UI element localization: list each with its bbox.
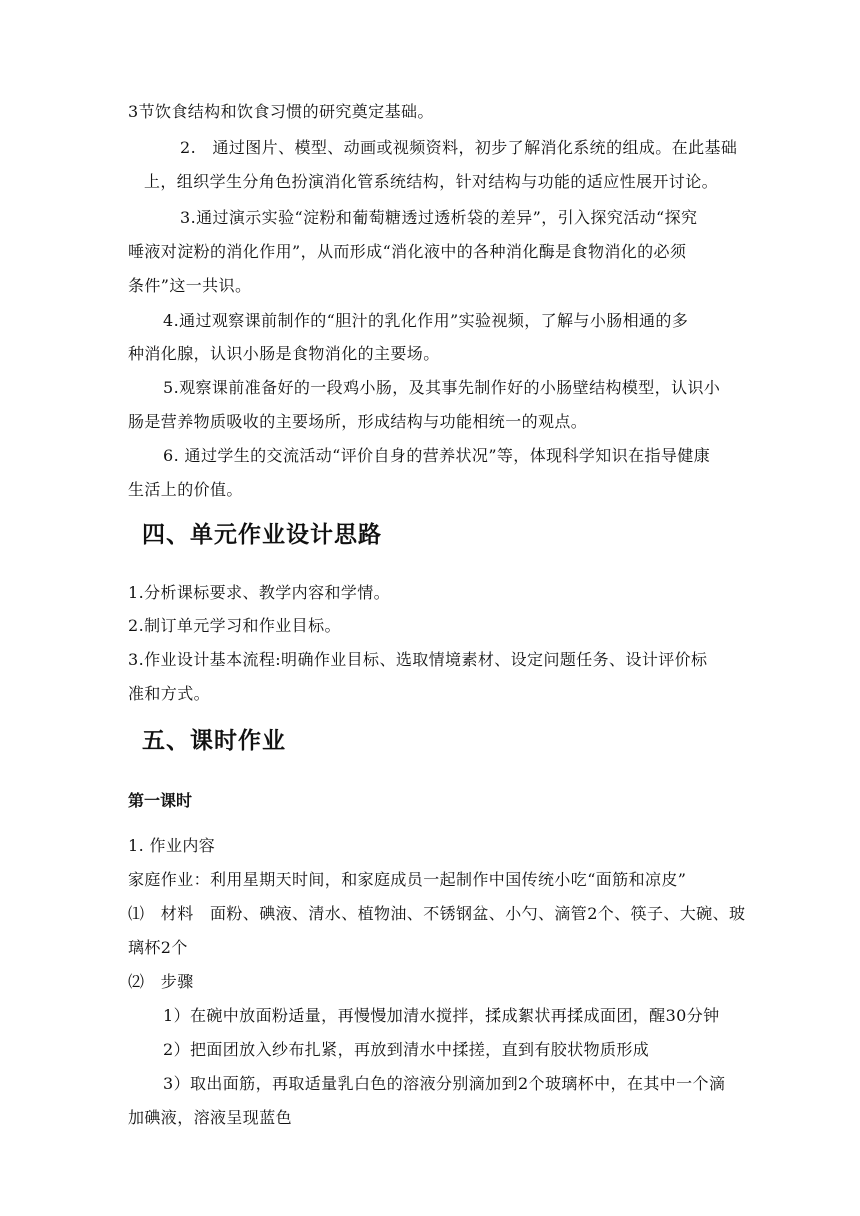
strategy-2-line-1: 2. 通过图片、模型、动画或视频资料，初步了解消化系统的组成。在此基础 <box>180 138 738 157</box>
intro-tail-line: 3节饮食结构和饮食习惯的研究奠定基础。 <box>128 102 434 121</box>
strategy-4-line-2: 种消化腺，认识小肠是食物消化的主要场。 <box>128 344 440 363</box>
section-4-heading: 四、单元作业设计思路 <box>142 522 382 548</box>
section-4-item-3-cont: 准和方式。 <box>128 684 211 703</box>
section-4-item-3: 3.作业设计基本流程:明确作业目标、选取情境素材、设定问题任务、设计评价标 <box>128 650 708 669</box>
steps-heading: ⑵ 步骤 <box>128 972 194 991</box>
strategy-6-line-2: 生活上的价值。 <box>128 480 243 499</box>
strategy-5-line-1: 5.观察课前准备好的一段鸡小肠，及其事先制作好的小肠壁结构模型，认识小 <box>163 378 721 397</box>
materials-line-1: ⑴ 材料 面粉、碘液、清水、植物油、不锈钢盆、小勺、滴管2个、筷子、大碗、玻 <box>128 904 746 923</box>
strategy-3-line-3: 条件”这一共识。 <box>128 276 252 295</box>
section-5-heading: 五、课时作业 <box>142 728 286 754</box>
section-4-item-1: 1.分析课标要求、教学内容和学情。 <box>128 583 391 602</box>
step-2: 2）把面团放入纱布扎紧，再放到清水中揉搓，直到有胶状物质形成 <box>163 1040 650 1059</box>
step-3-line-2: 加碘液，溶液呈现蓝色 <box>128 1108 293 1127</box>
section-4-item-2: 2.制订单元学习和作业目标。 <box>128 616 341 635</box>
strategy-6-line-1: 6. 通过学生的交流活动“评价自身的营养状况”等，体现科学知识在指导健康 <box>163 446 711 465</box>
step-1: 1）在碗中放面粉适量，再慢慢加清水搅拌，揉成絮状再揉成面团，醒30分钟 <box>163 1006 720 1025</box>
content-heading: 1. 作业内容 <box>128 836 216 855</box>
step-3-line-1: 3）取出面筋，再取适量乳白色的溶液分别滴加到2个玻璃杯中，在其中一个滴 <box>163 1074 726 1093</box>
strategy-5-line-2: 肠是营养物质吸收的主要场所，形成结构与功能相统一的观点。 <box>128 412 588 431</box>
lesson-title: 第一课时 <box>128 791 193 810</box>
strategy-2-line-2: 上，组织学生分角色扮演消化管系统结构，针对结构与功能的适应性展开讨论。 <box>144 172 719 191</box>
strategy-3-line-2: 唾液对淀粉的消化作用”，从而形成“消化液中的各种消化酶是食物消化的必须 <box>128 242 687 261</box>
strategy-3-line-1: 3.通过演示实验“淀粉和葡萄糖透过透析袋的差异”，引入探究活动“探究 <box>180 208 698 227</box>
materials-line-2: 璃杯2个 <box>128 938 188 957</box>
strategy-4-line-1: 4.通过观察课前制作的“胆汁的乳化作用”实验视频，了解与小肠相通的多 <box>163 311 689 330</box>
homework-line: 家庭作业：利用星期天时间，和家庭成员一起制作中国传统小吃“面筋和凉皮” <box>128 870 687 889</box>
